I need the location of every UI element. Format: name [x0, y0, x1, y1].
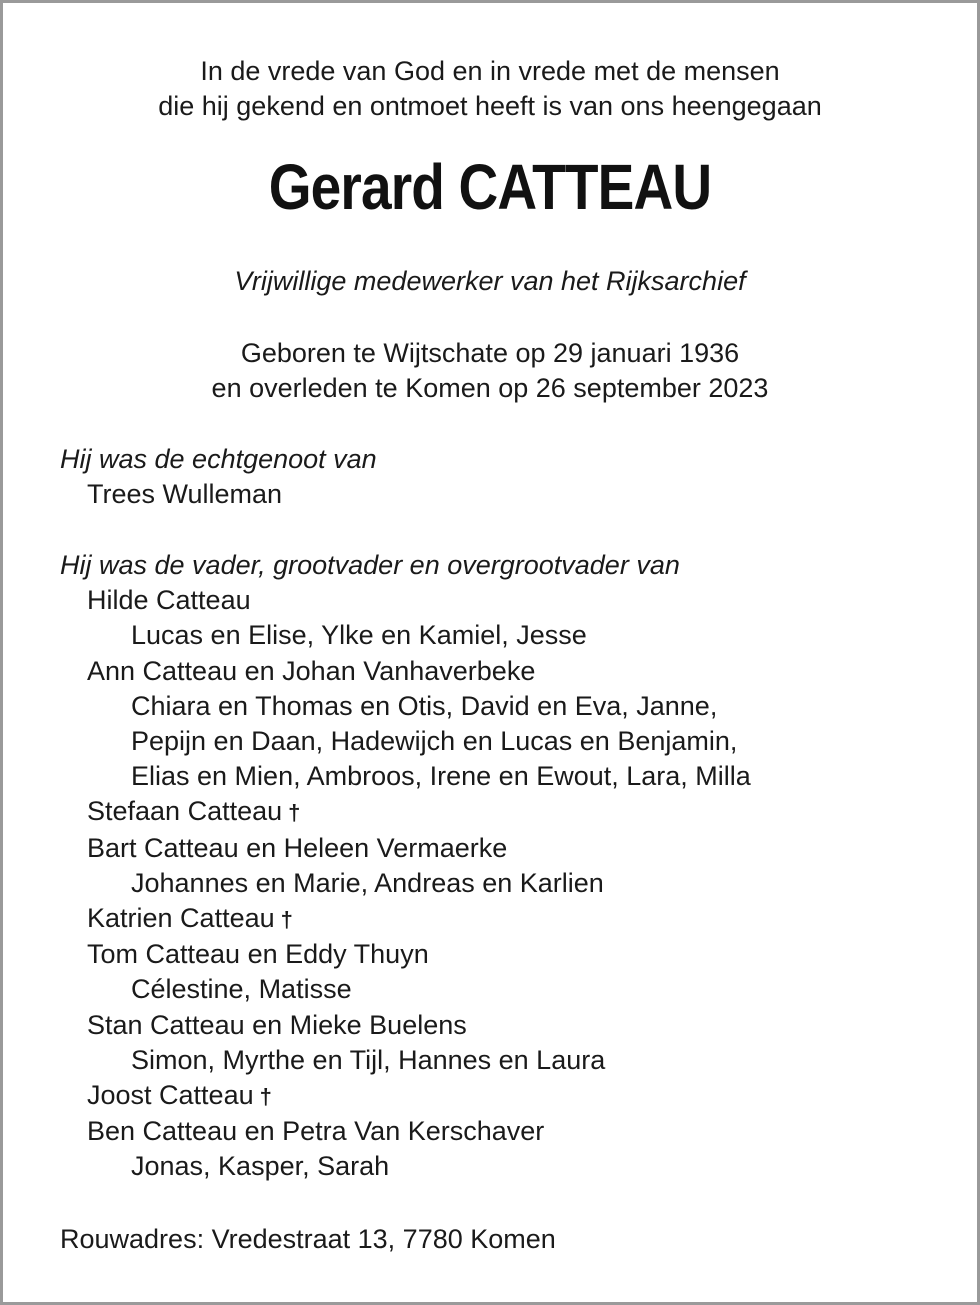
- family-entry-text: Bart Catteau en Heleen Vermaerke: [87, 832, 508, 863]
- spouse-heading: Hij was de echtgenoot van: [60, 444, 377, 474]
- family-entry-text: Johannes en Marie, Andreas en Karlien: [131, 867, 604, 898]
- grandchildren-line: [60, 618, 751, 653]
- family-entry-text: Pepijn en Daan, Hadewijch en Lucas en Benjamin,: [131, 726, 738, 757]
- death-line: en overleden te Komen op 26 september 2023: [211, 373, 769, 403]
- family-entry-text: Stan Catteau en Mieke Buelens: [87, 1009, 467, 1040]
- family-entry-text: Jonas, Kasper, Sarah: [131, 1151, 390, 1182]
- family-member-line: [60, 937, 751, 972]
- family-entry-text: Ben Catteau en Petra Van Kerschaver: [87, 1116, 545, 1147]
- deceased-name: Gerard CATTEAU: [268, 151, 712, 223]
- birth-line: Geboren te Wijtschate op 29 januari 1936: [240, 338, 740, 368]
- family-entry-text: Simon, Myrthe en Tijl, Hannes en Laura: [131, 1044, 606, 1075]
- family-entry-text: Joost Catteau: [87, 1080, 254, 1111]
- family-member-line: [60, 831, 751, 866]
- family-entry-text: Ann Catteau en Johan Vanhaverbeke: [87, 655, 536, 686]
- family-entry-text: Hilde Catteau: [87, 585, 251, 616]
- life-dates: [0, 336, 980, 406]
- grandchildren-line: [60, 689, 751, 724]
- grandchildren-line: [60, 1149, 751, 1184]
- grandchildren-line: [60, 866, 751, 901]
- family-member-line: [60, 654, 751, 689]
- family-member-line: [60, 1078, 751, 1114]
- family-member-line: [60, 794, 751, 830]
- family-entry-text: Tom Catteau en Eddy Thuyn: [87, 939, 429, 970]
- spouse-section: [60, 442, 377, 512]
- deceased-cross-icon: †: [288, 800, 301, 826]
- family-entry-text: Elias en Mien, Ambroos, Irene en Ewout, Lara, Milla: [131, 761, 751, 792]
- family-member-line: [60, 901, 751, 937]
- family-heading: Hij was de vader, grootvader en overgrootvader van: [60, 550, 680, 580]
- subtitle: Vrijwillige medewerker van het Rijksarchief: [234, 266, 746, 296]
- grandchildren-line: [60, 759, 751, 794]
- intro-text: [0, 54, 980, 124]
- mourning-address: Rouwadres: Vredestraat 13, 7780 Komen: [60, 1224, 556, 1254]
- family-entry-text: Chiara en Thomas en Otis, David en Eva, Janne,: [131, 690, 718, 721]
- family-entry-text: Célestine, Matisse: [131, 974, 352, 1005]
- grandchildren-line: [60, 724, 751, 759]
- family-member-line: [60, 1008, 751, 1043]
- family-section: [60, 548, 751, 1185]
- family-list: [60, 583, 751, 1184]
- deceased-cross-icon: †: [259, 1084, 272, 1110]
- family-entry-text: Katrien Catteau: [87, 903, 275, 934]
- grandchildren-line: [60, 972, 751, 1007]
- intro-line: die hij gekend en ontmoet heeft is van ons heengegaan: [158, 91, 822, 121]
- grandchildren-line: [60, 1043, 751, 1078]
- spouse-name: Trees Wulleman: [87, 479, 283, 510]
- deceased-cross-icon: †: [280, 907, 293, 933]
- family-member-line: [60, 1114, 751, 1149]
- family-member-line: [60, 583, 751, 618]
- family-entry-text: Stefaan Catteau: [87, 796, 283, 827]
- family-entry-text: Lucas en Elise, Ylke en Kamiel, Jesse: [131, 620, 587, 651]
- intro-line: In de vrede van God en in vrede met de mensen: [200, 56, 780, 86]
